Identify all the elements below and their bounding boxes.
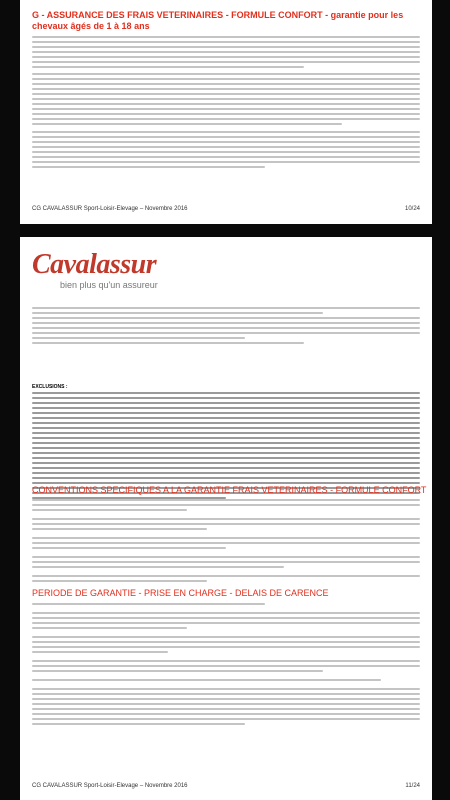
cavalassur-logo bbox=[32, 251, 158, 290]
periode-paragraphs-placeholder bbox=[32, 603, 420, 728]
conventions-paragraphs-placeholder bbox=[32, 499, 420, 585]
document-page-11 bbox=[20, 237, 432, 800]
section-title-conventions: CONVENTIONS SPECIFIQUES A LA GARANTIE FRAIS VETERINAIRES - FORMULE CONFORT bbox=[32, 485, 427, 495]
section-title-formule-confort: G - ASSURANCE DES FRAIS VETERINAIRES - FORMULE CONFORT - garantie pour les chevaux âgés de 1 à 18 ans bbox=[32, 10, 404, 32]
footer-document-name: CG CAVALASSUR Sport-Loisir-Elevage – Novembre 2016 bbox=[32, 206, 188, 212]
footer-document-name: CG CAVALASSUR Sport-Loisir-Elevage – Novembre 2016 bbox=[32, 783, 188, 789]
footer-page-number: 11/24 bbox=[405, 783, 420, 789]
page-footer bbox=[32, 783, 420, 789]
list-item-1-placeholder bbox=[32, 73, 420, 128]
section-title-periode-garantie: PERIODE DE GARANTIE - PRISE EN CHARGE - DELAIS DE CARENCE bbox=[32, 588, 329, 598]
list-item-2-placeholder bbox=[32, 131, 420, 171]
continuation-list-placeholder bbox=[32, 307, 420, 347]
logo-wordmark: Cavalassur bbox=[32, 249, 157, 280]
footer-page-number: 10/24 bbox=[404, 206, 420, 212]
exclusions-heading: EXCLUSIONS : bbox=[32, 384, 68, 390]
page-footer bbox=[32, 206, 420, 212]
logo-tagline: bien plus qu'un assureur bbox=[60, 280, 158, 290]
intro-paragraph-placeholder bbox=[32, 36, 420, 71]
document-page-10 bbox=[20, 0, 432, 224]
